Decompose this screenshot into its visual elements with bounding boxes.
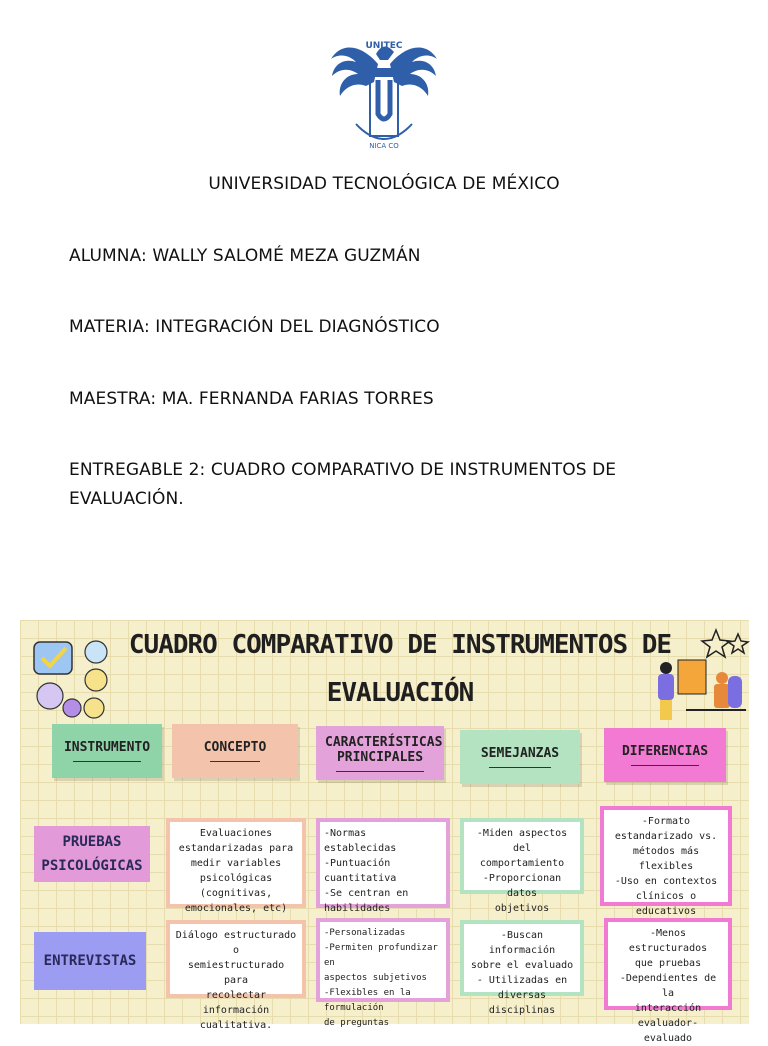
svg-text:NICA CO: NICA CO <box>369 142 399 150</box>
row-label-entrevistas: ENTREVISTAS <box>34 932 146 990</box>
comparison-infographic <box>20 620 749 1044</box>
cell-caracteristicas-entrevistas: -Personalizadas -Permiten profundizar en aspectos subjetivos -Flexibles en la formulación de preguntas <box>316 918 450 1002</box>
subject-line: MATERIA: INTEGRACIÓN DEL DIAGNÓSTICO <box>69 317 440 337</box>
university-name: UNIVERSIDAD TECNOLÓGICA DE MÉXICO <box>208 174 560 194</box>
teacher-line: MAESTRA: MA. FERNANDA FARIAS TORRES <box>69 389 434 409</box>
cell-semejanzas-entrevistas: -Buscan información sobre el evaluado - Utilizadas en diversas disciplinas <box>460 920 584 996</box>
evaluation-icons-illustration <box>30 634 122 720</box>
row-label-pruebas: PRUEBAS PSICOLÓGICAS <box>34 826 150 882</box>
infographic-title-line1: CUADRO COMPARATIVO DE INSTRUMENTOS DE <box>128 630 672 660</box>
header-caracteristicas: CARACTERÍSTICAS PRINCIPALES <box>316 726 444 780</box>
header-concepto: CONCEPTO <box>172 724 298 778</box>
cell-concepto-entrevistas: Diálogo estructurado o semiestructurado para recolectar información cualitativa. <box>166 920 306 998</box>
header-semejanzas: SEMEJANZAS <box>460 730 580 784</box>
cell-concepto-pruebas: Evaluaciones estandarizadas para medir variables psicológicas (cognitivas, emocionales, etc) <box>166 818 306 908</box>
student-line: ALUMNA: WALLY SALOMÉ MEZA GUZMÁN <box>69 246 421 266</box>
cell-semejanzas-pruebas: -Miden aspectos del comportamiento -Proporcionan datos objetivos <box>460 818 584 894</box>
cell-diferencias-entrevistas: -Menos estructurados que pruebas -Dependientes de la interacción evaluador- evaluado <box>604 918 732 1010</box>
cell-caracteristicas-pruebas: -Normas establecidas -Puntuación cuantitativa -Se centran en habilidades <box>316 818 450 908</box>
infographic-title-line2: EVALUACIÓN <box>326 678 474 708</box>
deliverable-line: ENTREGABLE 2: CUADRO COMPARATIVO DE INSTRUMENTOS DE EVALUACIÓN. <box>69 460 617 509</box>
header-instrumento: INSTRUMENTO <box>52 724 162 778</box>
cell-diferencias-pruebas: -Formato estandarizado vs. métodos más flexibles -Uso en contextos clínicos o educativos <box>600 806 732 906</box>
unitec-logo <box>326 24 442 154</box>
svg-text:UNITEC: UNITEC <box>365 41 403 51</box>
header-diferencias: DIFERENCIAS <box>604 728 726 782</box>
people-illustration <box>646 620 749 730</box>
